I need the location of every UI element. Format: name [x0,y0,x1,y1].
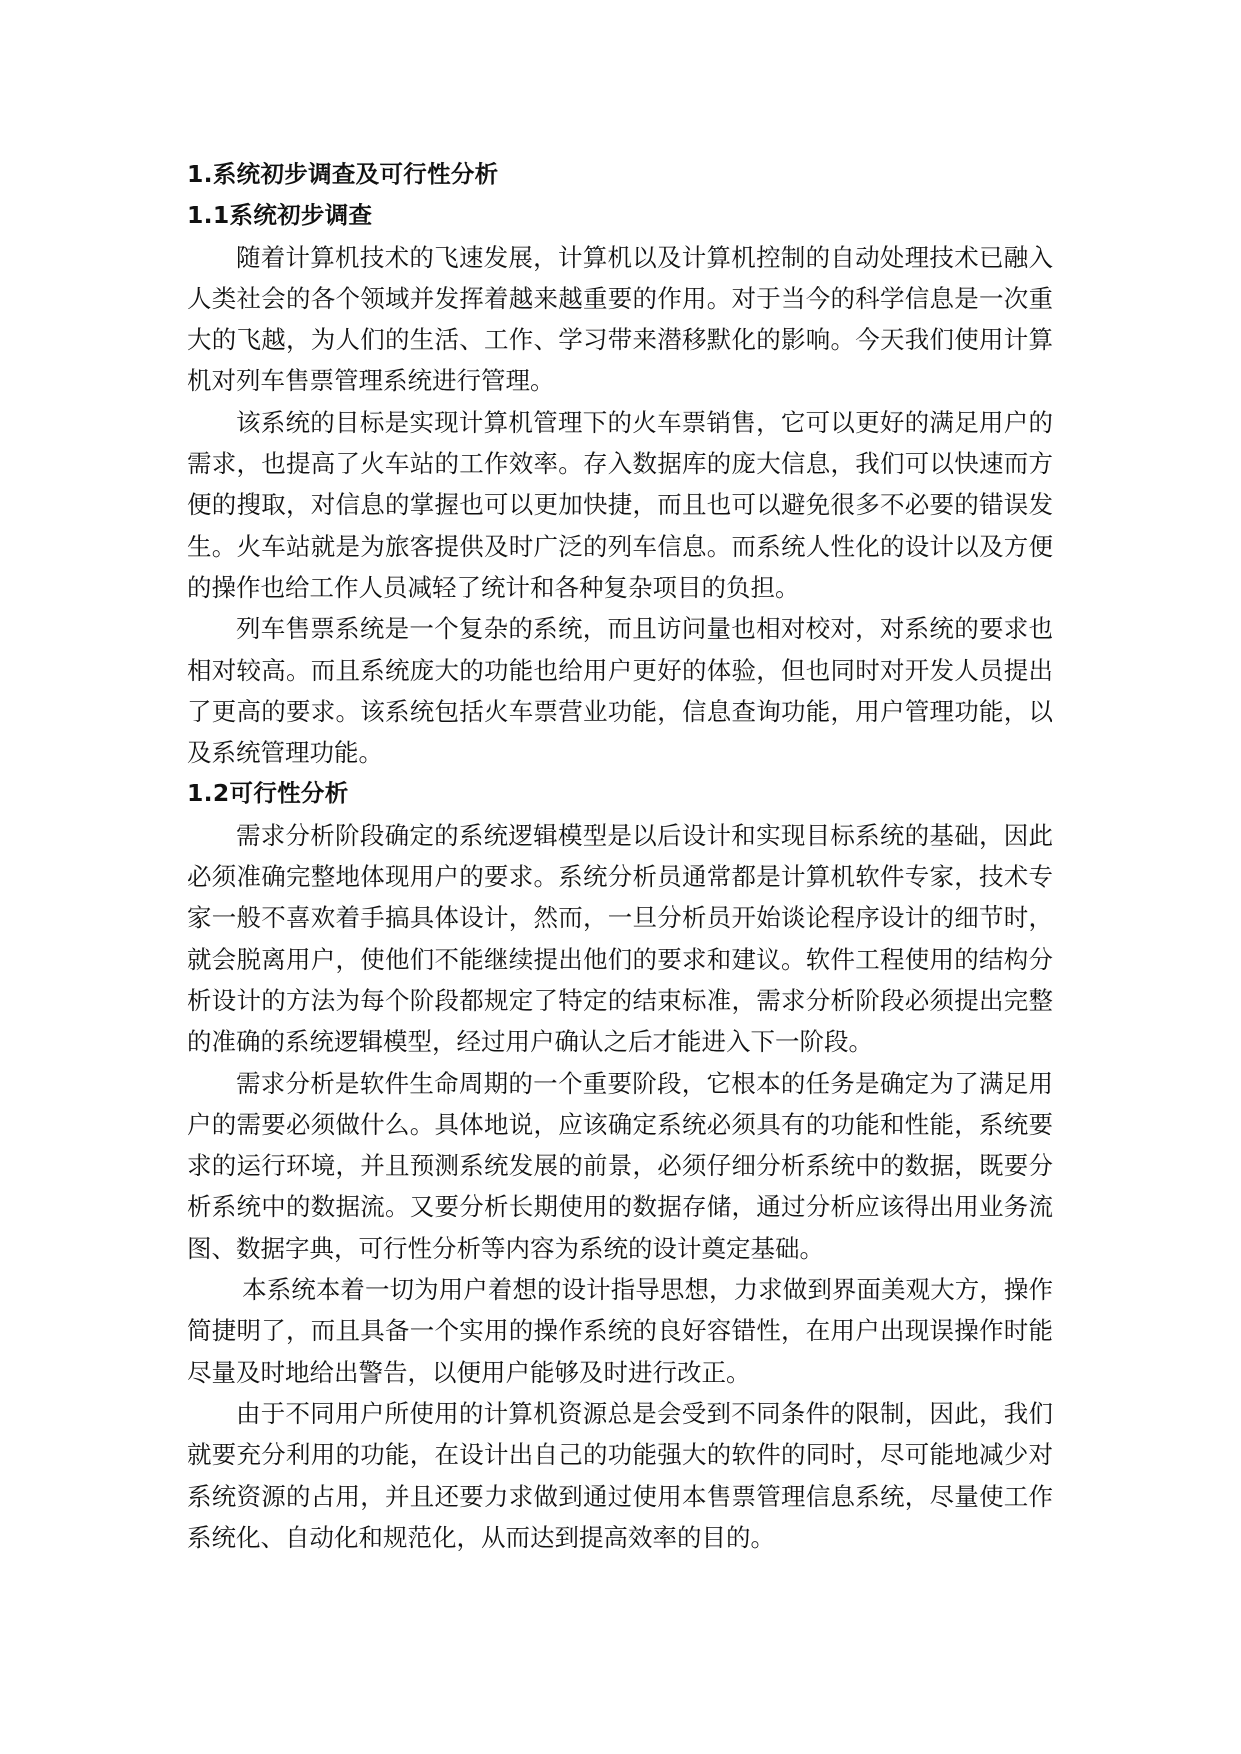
paragraph: 需求分析是软件生命周期的一个重要阶段，它根本的任务是确定为了满足用户的需要必须做什么。具体地说，应该确定系统必须具有的功能和性能，系统要求的运行环境，并且预测系统发展的前景，必须仔细分析系统中的数据，既要分析系统中的数据流。又要分析长期使用的数据存储，通过分析应该得出用业务流图、数据字典，可行性分析等内容为系统的设计奠定基础。 [187,1068,1053,1263]
paragraph: 随着计算机技术的飞速发展，计算机以及计算机控制的自动处理技术已融入人类社会的各个领域并发挥着越来越重要的作用。对于当今的科学信息是一次重大的飞越，为人们的生活、工作、学习带来潜移默化的影响。今天我们使用计算机对列车售票管理系统进行管理。 [187,242,1053,396]
paragraph: 由于不同用户所使用的计算机资源总是会受到不同条件的限制，因此，我们就要充分利用的功能，在设计出自己的功能强大的软件的同时，尽可能地减少对系统资源的占用，并且还要力求做到通过使用本售票管理信息系统，尽量使工作系统化、自动化和规范化，从而达到提高效率的目的。 [187,1398,1053,1552]
subsection-heading-feasibility: 1.2可行性分析 [187,779,349,808]
paragraph: 本系统本着一切为用户着想的设计指导思想，力求做到界面美观大方，操作简捷明了，而且具备一个实用的操作系统的良好容错性，在用户出现误操作时能尽量及时地给出警告，以便用户能够及时进行改正。 [187,1275,1053,1387]
paragraph: 需求分析阶段确定的系统逻辑模型是以后设计和实现目标系统的基础，因此必须准确完整地体现用户的要求。系统分析员通常都是计算机软件专家，技术专家一般不喜欢着手搞具体设计，然而，一旦分析员开始谈论程序设计的细节时，就会脱离用户，使他们不能继续提出他们的要求和建议。软件工程使用的结构分析设计的方法为每个阶段都规定了特定的结束标准，需求分析阶段必须提出完整的准确的系统逻辑模型，经过用户确认之后才能进入下一阶段。 [187,820,1053,1057]
document-body [187,154,1053,1558]
paragraph: 该系统的目标是实现计算机管理下的火车票销售，它可以更好的满足用户的需求，也提高了火车站的工作效率。存入数据库的庞大信息，我们可以快速而方便的搜取，对信息的掌握也可以更加快捷，而且也可以避免很多不必要的错误发生。火车站就是为旅客提供及时广泛的列车信息。而系统人性化的设计以及方便的操作也给工作人员减轻了统计和各种复杂项目的负担。 [187,407,1053,602]
paragraph: 列车售票系统是一个复杂的系统，而且访问量也相对校对，对系统的要求也相对较高。而且系统庞大的功能也给用户更好的体验，但也同时对开发人员提出了更高的要求。该系统包括火车票营业功能，信息查询功能，用户管理功能，以及系统管理功能。 [187,614,1053,768]
subsection-heading-investigation: 1.1系统初步调查 [187,201,373,230]
section-heading: 1.系统初步调查及可行性分析 [187,160,499,188]
